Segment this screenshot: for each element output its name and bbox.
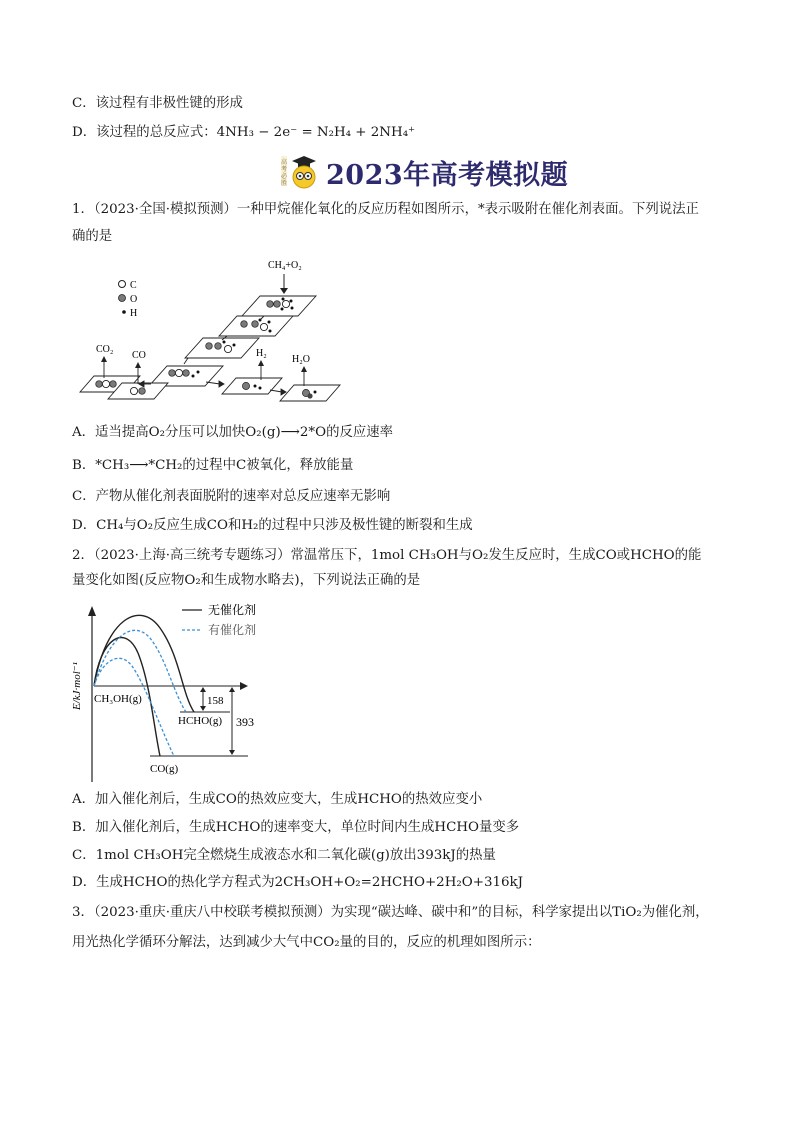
exam-mascot-logo-icon (278, 152, 322, 192)
svg-text:胜: 胜 (280, 181, 288, 187)
legend-c-label: C (130, 280, 137, 291)
q3-stem-line2: 用光热化学循环分解法，达到减少大气中CO₂量的目的，反应的机理如图所示： (72, 935, 541, 950)
legend-h-label: H (130, 308, 138, 319)
label-h2o: H₂O (292, 354, 310, 365)
label-reactants: CH₄+O₂ (268, 260, 302, 271)
label-co: CO (132, 350, 146, 361)
curve-co-catalyst (94, 658, 174, 756)
legend-o-label: O (130, 294, 138, 305)
option-c-prev: C．该过程有非极性键的形成 (72, 96, 243, 111)
legend-h-atom-icon (122, 310, 126, 314)
legend-c-atom-icon (119, 281, 126, 288)
label-co: CO(g) (150, 763, 179, 775)
section-banner (278, 152, 568, 192)
svg-text:高: 高 (280, 160, 288, 166)
q2-option-a: A．加入催化剂后，生成CO的热效应变大，生成HCHO的热效应变小 (72, 792, 483, 807)
q2-stem-line1: 2．（2023·上海·高三统考专题练习）常温常压下，1mol CH₃OH与O₂发生反应时，生成CO或HCHO的能 (72, 548, 702, 563)
option-d-prev-text: D．该过程的总反应式： (72, 125, 217, 140)
label-ch3oh: CH₃OH(g) (94, 693, 142, 705)
plate-co2-atoms (96, 380, 117, 387)
option-d-prev (72, 123, 415, 143)
svg-text:必: 必 (280, 174, 288, 180)
label-h2: H₂ (256, 348, 267, 359)
q1-reaction-pathway-figure (72, 252, 352, 412)
legend-o-atom-icon (119, 295, 126, 302)
q2-stem-line2: 量变化如图(反应物O₂和生成物水略去)，下列说法正确的是 (72, 573, 421, 588)
y-axis-label: E/kJ·mol⁻¹ (71, 662, 83, 710)
q1-option-c: C．产物从催化剂表面脱附的速率对总反应速率无影响 (72, 489, 391, 504)
q2-option-b: B．加入催化剂后，生成HCHO的速率变大，单位时间内生成HCHO量变多 (72, 820, 520, 835)
q1-stem-line2: 确的是 (72, 229, 113, 244)
q1-stem-line1: 1．（2023·全国·模拟预测）一种甲烷催化氧化的反应历程如图所示，*表示吸附在催化剂表面。下列说法正 (72, 202, 699, 217)
q1-option-a: A．适当提高O₂分压可以加快O₂(g)⟶2*O的反应速率 (72, 425, 394, 440)
q1-option-b: B．*CH₃⟶*CH₂的过程中C被氧化，释放能量 (72, 458, 354, 473)
q2-option-c: C．1mol CH₃OH完全燃烧生成液态水和二氧化碳(g)放出393kJ的热量 (72, 848, 496, 863)
legend-catalyst: 有催化剂 (208, 623, 257, 637)
label-co2: CO₂ (96, 344, 114, 355)
q2-option-d: D．生成HCHO的热化学方程式为2CH₃OH+O₂=2HCHO+2H₂O+316kJ (72, 875, 523, 890)
option-d-prev-formula: 4NH₃ − 2e⁻ = N₂H₄ + 2NH₄⁺ (216, 125, 416, 140)
q2-energy-diagram (70, 598, 300, 784)
label-hcho: HCHO(g) (178, 715, 222, 727)
banner-title: 2023年高考模拟题 (326, 159, 569, 191)
svg-text:考: 考 (280, 167, 288, 173)
q3-stem-line1: 3．（2023·重庆·重庆八中校联考模拟预测）为实现“碳达峰、碳中和”的目标，科学家提出以TiO₂为催化剂， (72, 905, 709, 920)
value-393: 393 (236, 715, 254, 729)
q1-option-d: D．CH₄与O₂反应生成CO和H₂的过程中只涉及极性键的断裂和生成 (72, 518, 473, 533)
value-158: 158 (207, 695, 224, 707)
legend-no-catalyst: 无催化剂 (208, 603, 257, 617)
